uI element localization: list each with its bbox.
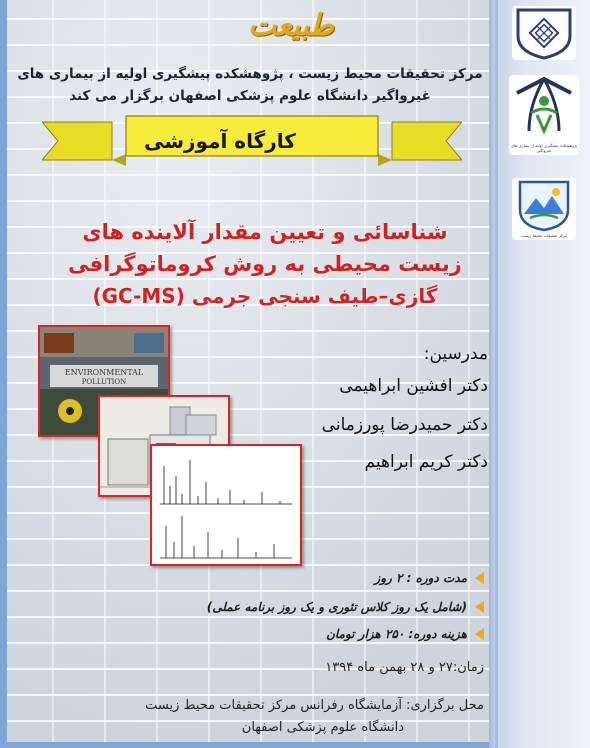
detail-row-includes — [207, 600, 484, 614]
logo-caption-hri: پژوهشکده پیشگیری اولیه از بیماری های غیرواگیر — [510, 143, 578, 153]
university-logo — [512, 6, 576, 60]
organizer-line-2: غیرواگیر دانشگاه علوم پزشکی اصفهان برگزار می کند — [69, 88, 431, 104]
duration-text: مدت دوره : ۲ روز — [374, 571, 467, 585]
venue-line-2: دانشگاه علوم پزشکی اصفهان — [241, 720, 404, 735]
logo-panel — [495, 0, 590, 748]
photo-caption-1: ENVIRONMENTAL — [64, 368, 144, 377]
workshop-title-line-1: شناسائی و تعیین مقدار آلاینده های — [82, 220, 448, 244]
venue-line: محل برگزاری: آزمایشگاه رفرانس مرکز تحقیقات محیط زیست — [145, 698, 484, 713]
workshop-title-line-3: گازی–طیف سنجی جرمی (GC-MS) — [92, 284, 438, 308]
organizer-line-1: مرکز تحقیقات محیط زیست ، پژوهشکده پیشگیری اولیه از بیماری های — [17, 66, 483, 82]
bullet-arrow-icon — [475, 572, 484, 584]
instructors-heading: مدرسین: — [423, 344, 488, 364]
includes-text: (شامل یک روز کلاس تئوری و یک روز برنامه عملی) — [206, 600, 467, 614]
bullet-arrow-icon — [475, 601, 484, 613]
fee-text: هزینه دوره: ۲۵۰ هزار تومان — [326, 627, 467, 641]
instructor-name: دکتر افشین ابراهیمی — [339, 376, 488, 396]
mass-spectrum-chart — [150, 444, 302, 566]
bullet-arrow-icon — [475, 628, 484, 640]
instructor-name: دکتر کریم ابراهیم — [364, 452, 488, 472]
workshop-title-line-2: زیست محیطی به روش کروماتوگرافی — [68, 252, 462, 276]
panel-edge — [489, 0, 495, 748]
logo-caption-erc: مرکز تحقیقات محیط زیست — [520, 233, 568, 238]
research-institute-logo — [509, 75, 579, 155]
calligraphy-logo: طبیعت — [248, 8, 334, 43]
date-line: زمان:۲۷ و ۲۸ بهمن ماه ۱۳۹۴ — [325, 660, 484, 675]
instructor-name: دکتر حمیدرضا پورزمانی — [321, 415, 488, 435]
detail-row-fee — [326, 627, 484, 641]
left-frame-bar — [0, 0, 7, 748]
workshop-label: کارگاه آموزشی — [144, 129, 296, 153]
photo-caption-2: POLLUTION — [81, 378, 127, 386]
environment-center-logo — [512, 178, 576, 240]
detail-row-duration — [374, 571, 484, 585]
